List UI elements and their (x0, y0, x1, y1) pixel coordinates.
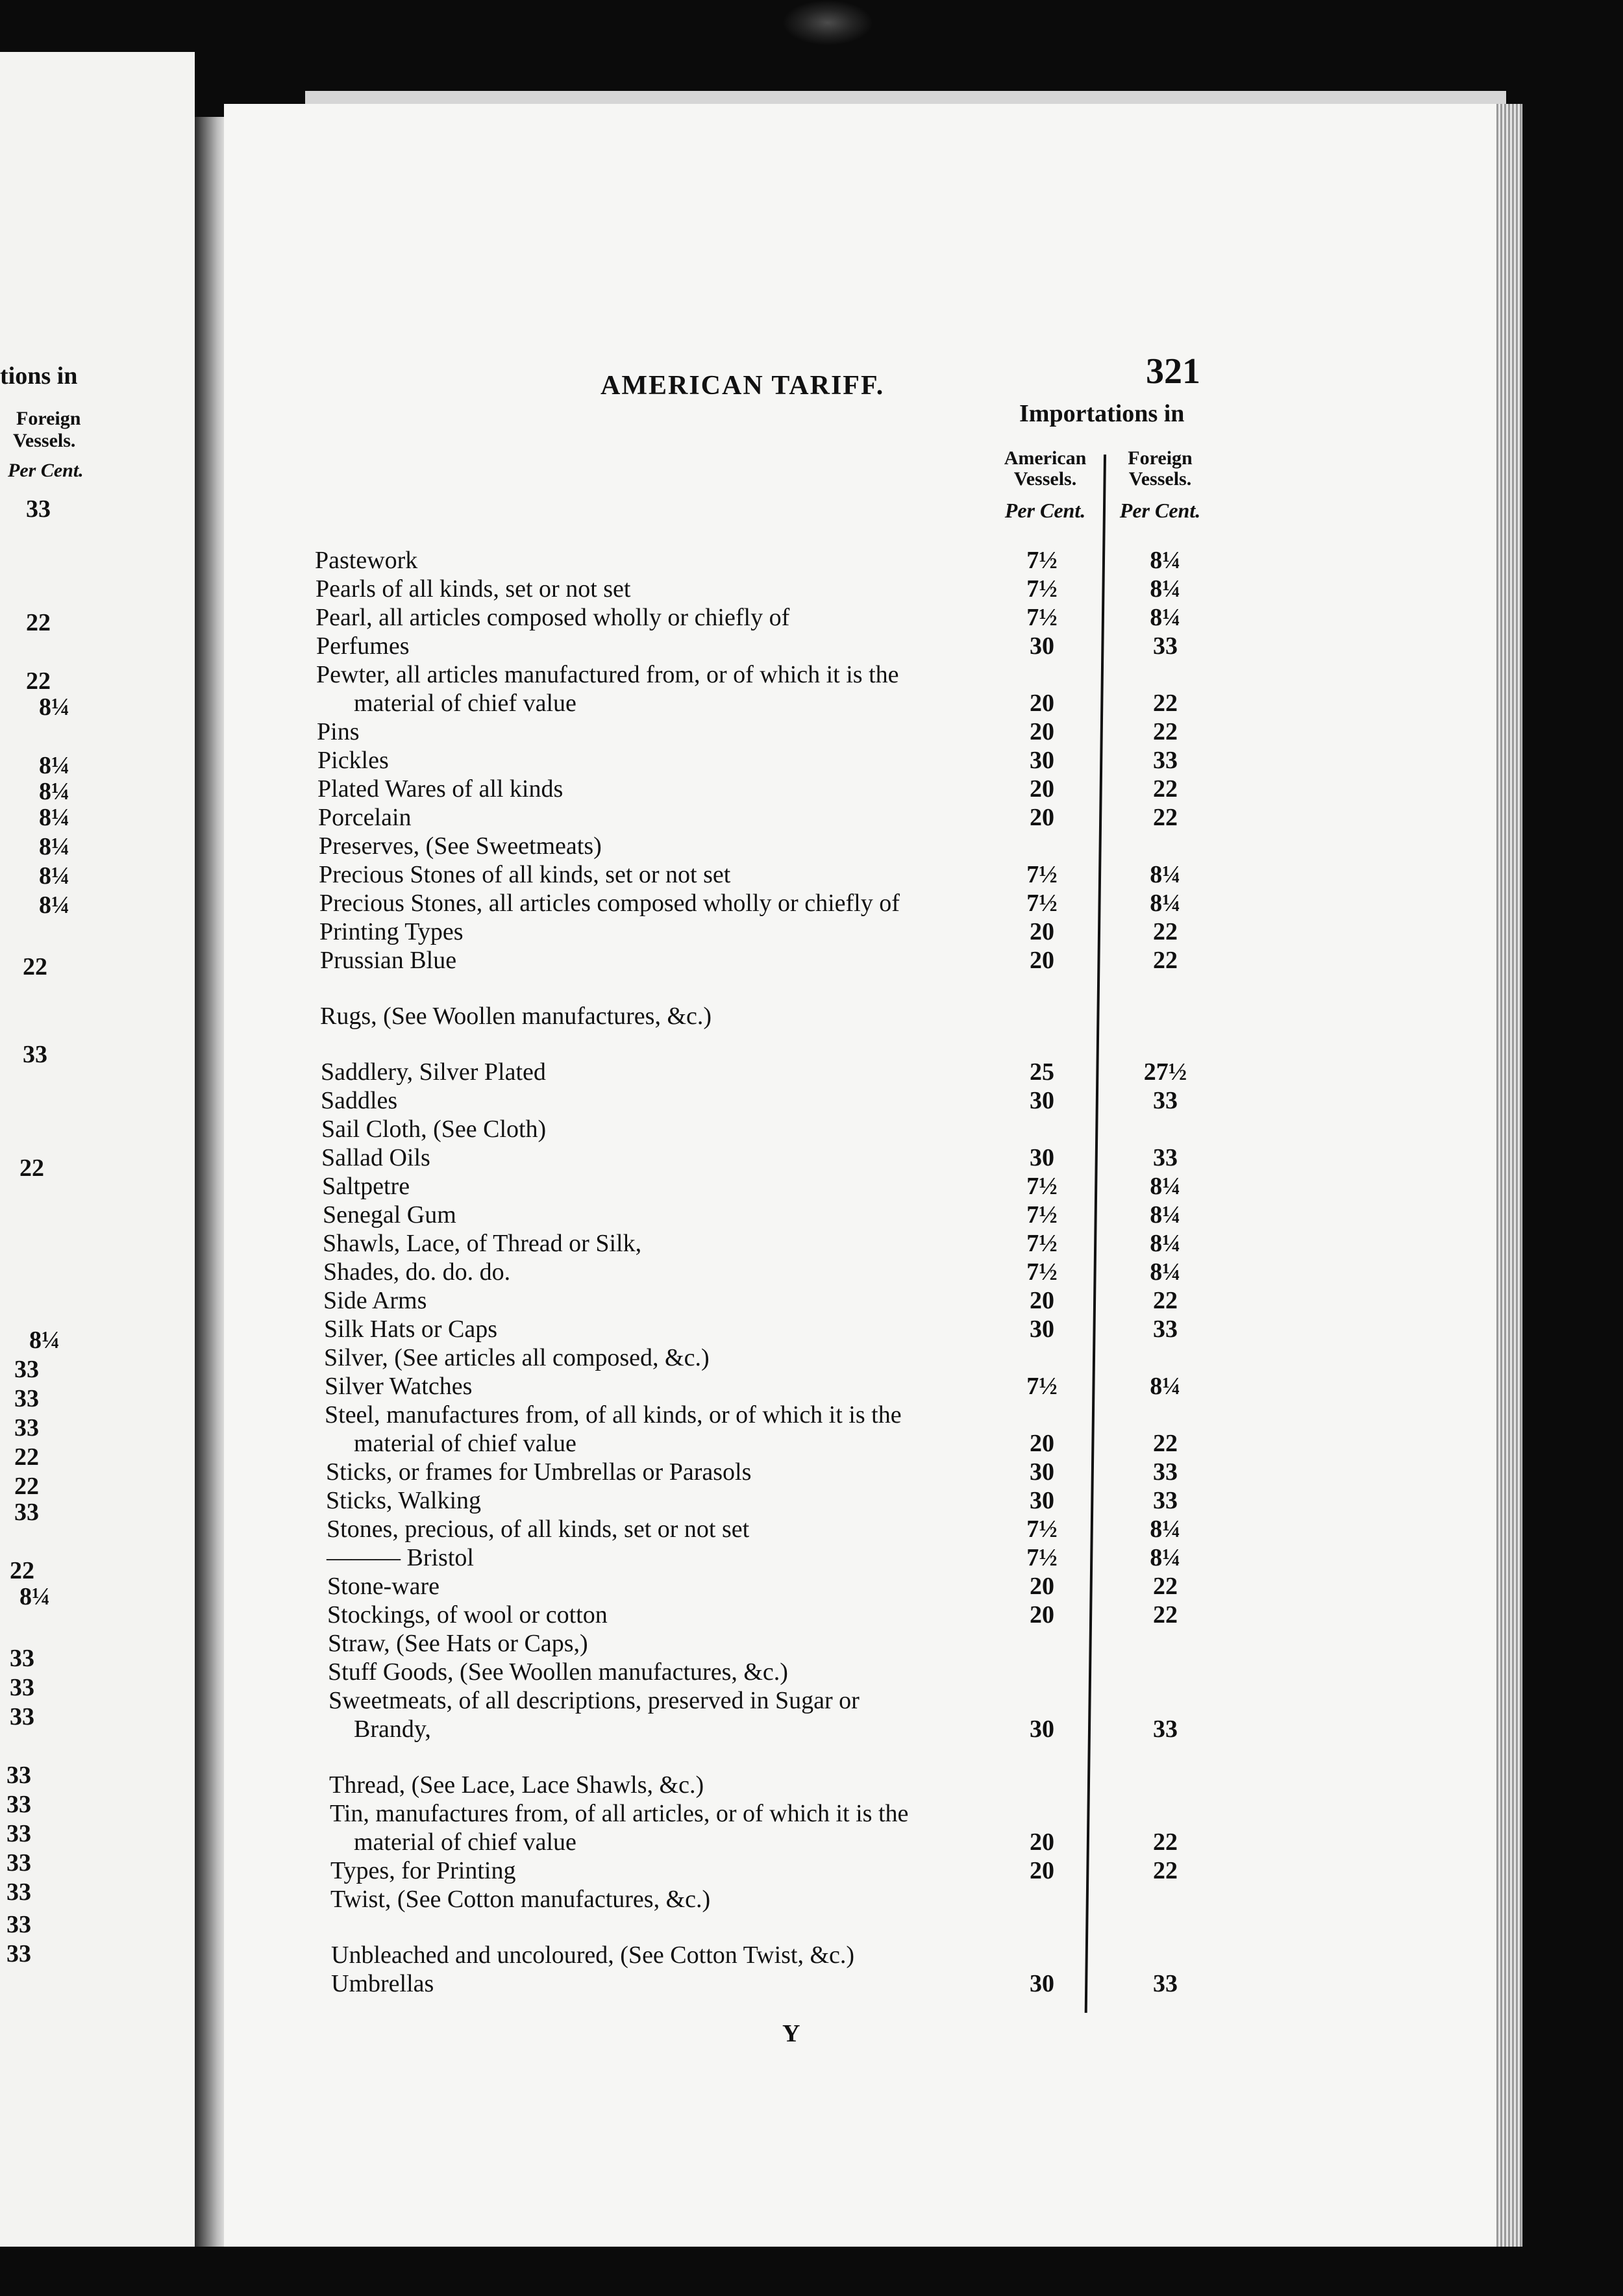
left-page-fragment-text: 33 (14, 1385, 39, 1412)
rate-foreign: 8¼ (1150, 1516, 1181, 1543)
tariff-row (0, 1343, 1233, 1373)
tariff-row (0, 1486, 1233, 1516)
rate-foreign: 22 (1153, 690, 1178, 717)
rate-foreign: 22 (1153, 1601, 1178, 1628)
tariff-row (0, 1600, 1233, 1630)
tariff-row (0, 1086, 1233, 1116)
rate-american: 20 (1030, 775, 1054, 803)
tariff-item: Perfumes (316, 632, 410, 660)
rate-foreign: 22 (1153, 947, 1178, 974)
left-page-fragment-text: 22 (23, 953, 47, 980)
tariff-item: Tin, manufactures from, of all articles, or of which it is the (330, 1800, 909, 1827)
foreign-heading-line2: Vessels. (1128, 468, 1192, 490)
tariff-item: Stones, precious, of all kinds, set or not set (327, 1516, 750, 1543)
rate-american: 25 (1030, 1058, 1054, 1086)
tariff-row (0, 1571, 1233, 1601)
rate-foreign: 33 (1153, 1458, 1178, 1486)
rate-american: 7½ (1026, 1201, 1058, 1229)
tariff-item: Umbrellas (331, 1970, 434, 1997)
rate-american: 30 (1030, 1458, 1054, 1486)
tariff-row (0, 1429, 1233, 1458)
rate-american: 7½ (1026, 575, 1058, 603)
page-number: 321 (1146, 351, 1200, 392)
tariff-row (0, 631, 1233, 661)
tariff-item: Sail Cloth, (See Cloth) (321, 1116, 547, 1143)
tariff-row (0, 1856, 1233, 1886)
left-page-fragment-text: 33 (6, 1940, 31, 1967)
tariff-row (0, 803, 1233, 832)
tariff-item: material of chief value (354, 690, 576, 717)
left-page-fragment-text: Vessels. (13, 430, 76, 451)
tariff-item: ——— Bristol (327, 1544, 474, 1571)
tariff-row (0, 1400, 1233, 1430)
rate-american: 20 (1030, 804, 1054, 831)
rate-foreign: 33 (1153, 1487, 1178, 1514)
tariff-item: Pearl, all articles composed wholly or chiefly of (316, 604, 790, 631)
rate-foreign: 33 (1153, 1144, 1178, 1171)
left-page-fragment-text: 33 (6, 1791, 31, 1818)
rate-foreign: 8¼ (1150, 1258, 1181, 1286)
rate-foreign: 33 (1153, 1316, 1178, 1343)
tariff-item: Printing Types (319, 918, 464, 945)
rate-foreign: 22 (1153, 1573, 1178, 1600)
rate-american: 20 (1030, 947, 1054, 974)
american-heading-line2: Vessels. (1013, 468, 1077, 490)
tariff-item: Brandy, (354, 1716, 431, 1743)
left-page-fragment-text: 33 (26, 495, 51, 523)
rate-american: 20 (1030, 1430, 1054, 1457)
left-page-fragment-text: 33 (10, 1674, 34, 1701)
tariff-row (0, 1143, 1233, 1173)
left-page-fragment-text: 33 (14, 1356, 39, 1383)
left-page-fragment-text: 33 (14, 1414, 39, 1441)
rate-american: 7½ (1026, 604, 1058, 631)
tariff-item: Precious Stones of all kinds, set or not set (319, 861, 731, 888)
tariff-item: Pickles (317, 747, 389, 774)
tariff-row (0, 1657, 1233, 1687)
tariff-item: Pastework (315, 547, 418, 574)
rate-american: 7½ (1026, 861, 1058, 888)
left-page-fragment-text: 33 (10, 1645, 34, 1672)
tariff-item: Senegal Gum (323, 1201, 456, 1229)
rate-american: 20 (1030, 690, 1054, 717)
tariff-item: Stone-ware (327, 1573, 440, 1600)
left-page-fragment-text: 33 (6, 1911, 31, 1938)
tariff-item: Saddles (321, 1087, 398, 1114)
tariff-row (0, 774, 1233, 804)
tariff-row (0, 1371, 1233, 1401)
tariff-item: Side Arms (323, 1287, 427, 1314)
rate-american: 20 (1030, 1601, 1054, 1628)
tariff-row (0, 1969, 1233, 1999)
tariff-item: Stockings, of wool or cotton (327, 1601, 608, 1628)
rate-foreign: 22 (1153, 1287, 1178, 1314)
rate-foreign: 8¼ (1150, 547, 1181, 574)
rate-foreign: 8¼ (1150, 604, 1181, 631)
american-heading-line1: American (1004, 447, 1087, 469)
tariff-item: Sticks, Walking (326, 1487, 482, 1514)
tariff-row (0, 831, 1233, 861)
rate-american: 7½ (1026, 1258, 1058, 1286)
tariff-item: Stuff Goods, (See Woollen manufactures, &c.) (328, 1658, 788, 1686)
tariff-row (0, 1171, 1233, 1201)
tariff-row (0, 1057, 1233, 1087)
tariff-item: Plated Wares of all kinds (317, 775, 564, 803)
rate-american: 7½ (1026, 1173, 1058, 1200)
rate-american: 30 (1030, 632, 1054, 660)
tariff-row (0, 1457, 1233, 1487)
rate-american: 30 (1030, 747, 1054, 774)
tariff-row (0, 1686, 1233, 1716)
tariff-row (0, 1114, 1233, 1144)
rate-foreign: 8¼ (1150, 575, 1181, 603)
tariff-row (0, 1229, 1233, 1258)
rate-foreign: 33 (1153, 747, 1178, 774)
rate-american: 7½ (1026, 1373, 1058, 1400)
tariff-item: Pins (317, 718, 360, 745)
rate-foreign: 22 (1153, 918, 1178, 945)
rate-foreign: 22 (1153, 1828, 1178, 1856)
left-page-fragment-text: 33 (6, 1762, 31, 1789)
tariff-item: Types, for Printing (330, 1857, 516, 1884)
rate-american: 30 (1030, 1087, 1054, 1114)
rate-foreign: 33 (1153, 1970, 1178, 1997)
tariff-row (0, 745, 1233, 775)
rate-american: 20 (1030, 718, 1054, 745)
rate-american: 20 (1030, 1573, 1054, 1600)
rate-american: 20 (1030, 918, 1054, 945)
left-page-fragment-text: 8¼ (39, 693, 70, 721)
rate-american: 20 (1030, 1857, 1054, 1884)
left-page-fragment-text: Per Cent. (8, 460, 84, 481)
left-page-fragment-text: Foreign (16, 408, 81, 429)
tariff-item: Pearls of all kinds, set or not set (316, 575, 631, 603)
tariff-row (0, 1714, 1233, 1744)
tariff-row (0, 717, 1233, 747)
tariff-row (0, 1628, 1233, 1658)
rate-foreign: 22 (1153, 718, 1178, 745)
tariff-row (0, 545, 1233, 575)
american-vessels-heading (993, 448, 1097, 489)
tariff-item: Saltpetre (322, 1173, 410, 1200)
tariff-item: Preserves, (See Sweetmeats) (319, 832, 602, 860)
importations-heading: Importations in (1019, 400, 1185, 427)
tariff-item: Saddlery, Silver Plated (321, 1058, 546, 1086)
tariff-item: Silk Hats or Caps (324, 1316, 498, 1343)
foreign-vessels-heading (1111, 448, 1209, 489)
page-edge-stack (1496, 104, 1522, 2247)
tariff-item: Shawls, Lace, of Thread or Silk, (323, 1230, 642, 1257)
rate-american: 30 (1030, 1970, 1054, 1997)
tariff-item: Porcelain (318, 804, 412, 831)
rate-american: 30 (1030, 1716, 1054, 1743)
rate-american: 7½ (1026, 1516, 1058, 1543)
tariff-row (0, 1770, 1233, 1800)
left-page-fragment-text: tions in (0, 362, 78, 390)
tariff-row (0, 1543, 1233, 1573)
rate-foreign: 22 (1153, 775, 1178, 803)
rate-american: 7½ (1026, 1544, 1058, 1571)
tariff-item: Silver Watches (325, 1373, 473, 1400)
tariff-row (0, 688, 1233, 721)
rate-foreign: 33 (1153, 1716, 1178, 1743)
left-page-fragment-text: 8¼ (39, 804, 70, 831)
foreign-heading-line1: Foreign (1128, 447, 1193, 469)
tariff-item: Shades, do. do. do. (323, 1258, 511, 1286)
tariff-item: Prussian Blue (320, 947, 457, 974)
running-title: AMERICAN TARIFF. (601, 371, 885, 401)
rate-american: 20 (1030, 1828, 1054, 1856)
left-page-fragment-text: 8¼ (19, 1583, 51, 1610)
tariff-item: Unbleached and uncoloured, (See Cotton Twist, &c.) (331, 1941, 855, 1969)
rate-american: 7½ (1026, 890, 1058, 917)
tariff-item: Thread, (See Lace, Lace Shawls, &c.) (329, 1771, 704, 1799)
tariff-row (0, 1286, 1233, 1316)
tariff-row (0, 1314, 1233, 1344)
rate-foreign: 33 (1153, 632, 1178, 660)
tariff-item: Steel, manufactures from, of all kinds, or of which it is the (325, 1401, 902, 1429)
per-cent-american: Per Cent. (1004, 499, 1086, 522)
left-page-fragment-text: 33 (6, 1878, 31, 1906)
rate-foreign: 22 (1153, 804, 1178, 831)
left-page-fragment-text: 8¼ (39, 752, 70, 779)
left-page-fragment-text: 22 (26, 668, 51, 695)
rate-foreign: 8¼ (1150, 1230, 1181, 1257)
rate-american: 30 (1030, 1487, 1054, 1514)
tariff-row (0, 1940, 1233, 1970)
tariff-row (0, 1827, 1233, 1857)
left-page-fragment-text: 22 (14, 1473, 39, 1500)
left-page-fragment-text: 33 (6, 1820, 31, 1847)
signature-mark: Y (782, 2020, 800, 2047)
tariff-row (0, 574, 1233, 604)
tariff-row (0, 945, 1233, 975)
rate-american: 7½ (1026, 1230, 1058, 1257)
tariff-row (0, 660, 1233, 690)
tariff-item: material of chief value (354, 1430, 576, 1457)
left-page-fragment-text: 22 (10, 1557, 34, 1584)
rate-foreign: 8¼ (1150, 890, 1181, 917)
tariff-row (0, 1514, 1233, 1544)
tariff-row (0, 860, 1233, 890)
rate-foreign: 22 (1153, 1430, 1178, 1457)
left-page-fragment-text: 8¼ (39, 892, 70, 919)
rate-american: 20 (1030, 1287, 1054, 1314)
tariff-item: Sallad Oils (321, 1144, 430, 1171)
tariff-item: Twist, (See Cotton manufactures, &c.) (330, 1886, 711, 1913)
rate-american: 30 (1030, 1144, 1054, 1171)
left-page-fragment-text: 22 (14, 1443, 39, 1471)
tariff-item: material of chief value (354, 1828, 576, 1856)
rate-foreign: 27½ (1143, 1058, 1187, 1086)
tariff-item: Silver, (See articles all composed, &c.) (324, 1344, 710, 1371)
left-page-fragment-text: 33 (23, 1041, 47, 1068)
left-page-fragment-text: 22 (26, 609, 51, 636)
tariff-item: Pewter, all articles manufactured from, or of which it is the (316, 661, 899, 688)
tariff-item: Straw, (See Hats or Caps,) (328, 1630, 588, 1657)
tariff-row (0, 1200, 1233, 1230)
left-page-fragment-text: 8¼ (39, 778, 70, 805)
rate-american: 7½ (1026, 547, 1058, 574)
left-page-fragment-text: 33 (14, 1499, 39, 1526)
tariff-item: Precious Stones, all articles composed wholly or chiefly of (319, 890, 900, 917)
rate-foreign: 8¼ (1150, 1201, 1181, 1229)
tariff-row (0, 1884, 1233, 1914)
tariff-row (0, 888, 1233, 918)
rate-foreign: 33 (1153, 1087, 1178, 1114)
tariff-item: Rugs, (See Woollen manufactures, &c.) (320, 1003, 712, 1030)
per-cent-foreign: Per Cent. (1119, 499, 1201, 522)
left-page-fragment-text: 22 (19, 1154, 44, 1182)
rate-foreign: 8¼ (1150, 1373, 1181, 1400)
rate-foreign: 8¼ (1150, 1173, 1181, 1200)
rate-american: 30 (1030, 1316, 1054, 1343)
left-page-fragment-text: 33 (6, 1849, 31, 1877)
tariff-item: Sweetmeats, of all descriptions, preserved in Sugar or (328, 1687, 860, 1714)
tariff-row (0, 917, 1233, 947)
page-top-strip (305, 91, 1506, 105)
rate-foreign: 8¼ (1150, 1544, 1181, 1571)
tariff-row (0, 1001, 1233, 1031)
tariff-row (0, 603, 1233, 632)
dark-smudge (782, 0, 873, 45)
left-page-fragment-text: 8¼ (39, 862, 70, 890)
rate-foreign: 8¼ (1150, 861, 1181, 888)
tariff-row (0, 1257, 1233, 1287)
left-page-fragment-text: 33 (10, 1703, 34, 1730)
left-page-fragment-text: 8¼ (39, 833, 70, 860)
tariff-item: Sticks, or frames for Umbrellas or Parasols (326, 1458, 752, 1486)
tariff-row (0, 1799, 1233, 1828)
left-page-fragment-text: 8¼ (29, 1327, 60, 1354)
rate-foreign: 22 (1153, 1857, 1178, 1884)
